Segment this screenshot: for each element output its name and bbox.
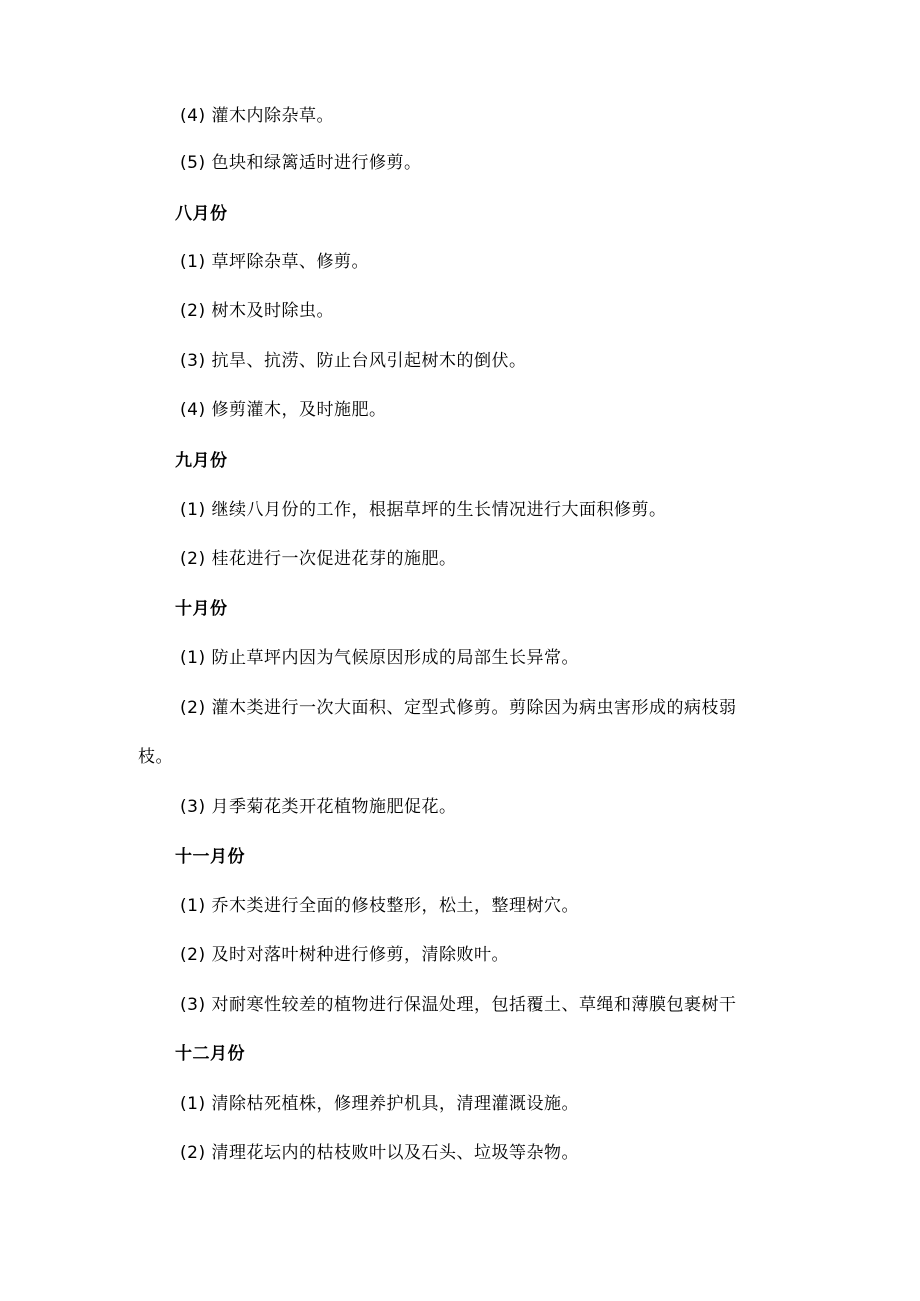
november-item-1: (1) 乔木类进行全面的修枝整形，松土，整理树穴。 [180,896,579,916]
november-item-3: (3) 对耐寒性较差的植物进行保温处理，包括覆土、草绳和薄膜包裹树干 [180,995,737,1015]
september-item-2: (2) 桂花进行一次促进花芽的施肥。 [180,549,457,569]
december-item-1: (1) 清除枯死植株，修理养护机具，清理灌溉设施。 [180,1094,579,1114]
august-item-4: (4) 修剪灌木，及时施肥。 [180,400,387,420]
october-item-1: (1) 防止草坪内因为气候原因形成的局部生长异常。 [180,648,579,668]
october-item-3: (3) 月季菊花类开花植物施肥促花。 [180,797,457,817]
august-item-3: (3) 抗旱、抗涝、防止台风引起树木的倒伏。 [180,351,527,371]
september-item-1: (1) 继续八月份的工作，根据草坪的生长情况进行大面积修剪。 [180,500,667,520]
august-item-1: (1) 草坪除杂草、修剪。 [180,252,369,272]
august-item-2: (2) 树木及时除虫。 [180,301,334,321]
october-item-2: (2) 灌木类进行一次大面积、定型式修剪。剪除因为病虫害形成的病枝弱 [180,698,737,718]
july-item-5: (5) 色块和绿篱适时进行修剪。 [180,153,422,173]
october-item-2-continuation: 枝。 [138,747,173,767]
section-heading-november: 十一月份 [175,847,245,867]
section-heading-august: 八月份 [175,204,228,224]
november-item-2: (2) 及时对落叶树种进行修剪，清除败叶。 [180,945,509,965]
december-item-2: (2) 清理花坛内的枯枝败叶以及石头、垃圾等杂物。 [180,1143,579,1163]
july-item-4: (4) 灌木内除杂草。 [180,106,334,126]
section-heading-october: 十月份 [175,599,228,619]
section-heading-september: 九月份 [175,451,228,471]
section-heading-december: 十二月份 [175,1044,245,1064]
